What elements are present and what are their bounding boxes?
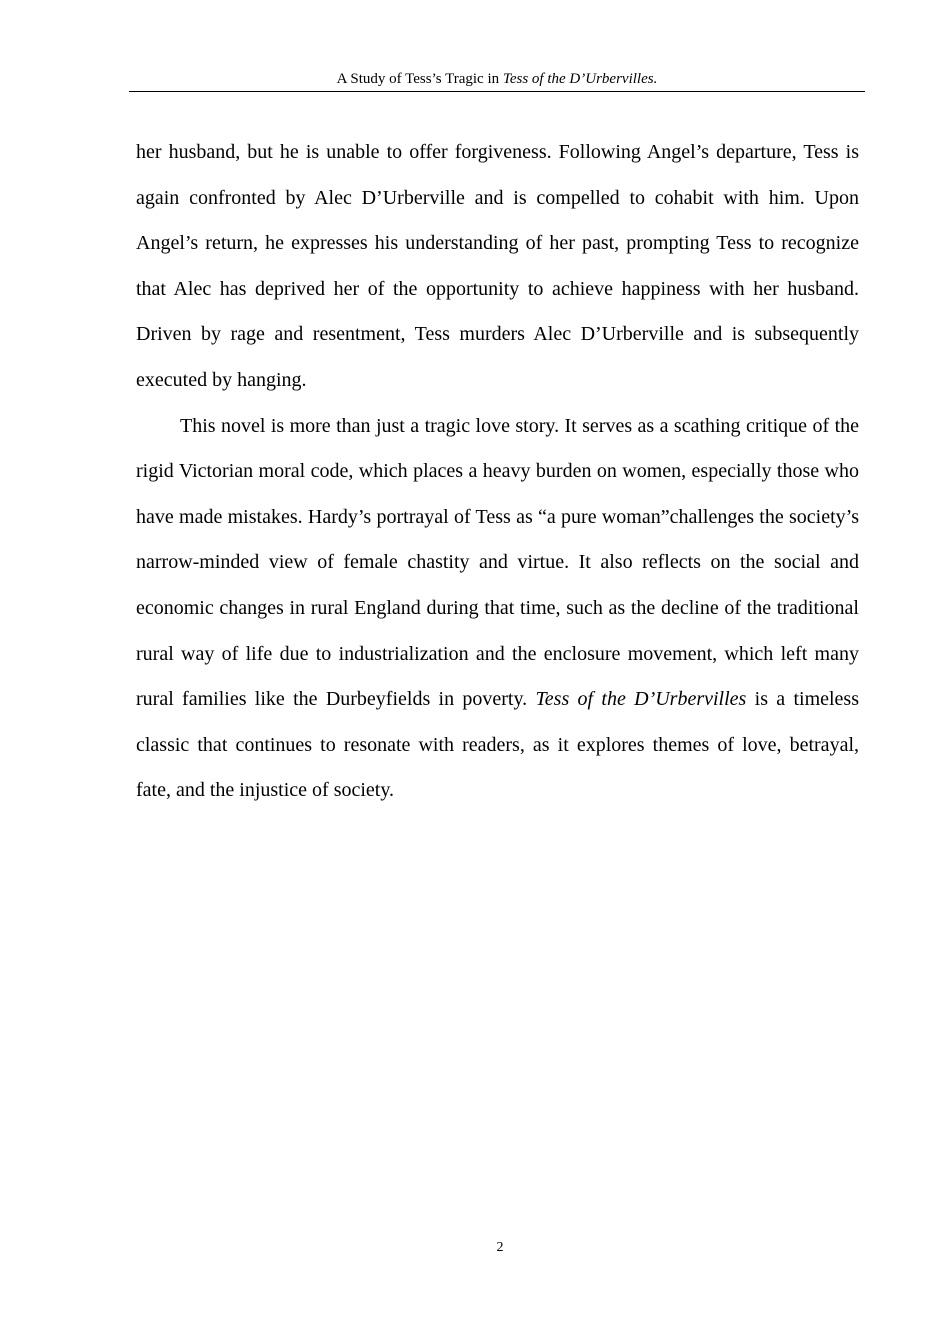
paragraph-1: her husband, but he is unable to offer forgiveness. Following Angel’s departure, Tess is again confronted by Alec D’Urberville and is compelled to cohabit with him. Upon Angel’s return, he expresses his understanding of her past, prompting Tess to recognize that Alec has deprived her of the opportunity to achieve happiness with her husband. Driven by rage and resentment, Tess murders Alec D’Urberville and is subsequently executed by hanging.	[136, 141, 859, 391]
paragraph-2-text-before: This novel is more than just a tragic love story. It serves as a scathing critique of the rigid Victorian moral code, which places a heavy burden on women, especially those who have made mistakes. Hardy’s portrayal of Tess as “a pure woman”challenges the society’s narrow-minded view of female chastity and virtue. It also reflects on the social and economic changes in rural England during that time, such as the decline of the traditional rural way of life due to industrialization and the enclosure movement, which left many rural families like the Durbeyfields in poverty.	[136, 414, 859, 711]
paragraph-2-text-after: is a timeless classic that continues to resonate with readers, as it explores themes of love, betrayal, fate, and the injustice of society.	[136, 688, 860, 802]
paragraph-2-book-title: Tess of the D’Urbervilles	[535, 688, 747, 711]
body-text	[136, 130, 859, 814]
header-title-italic: Tess of the D’Urbervilles.	[502, 71, 658, 87]
header-prefix: A Study of Tess’s Tragic in	[336, 71, 503, 87]
paragraph-2	[136, 404, 859, 814]
running-header	[129, 70, 865, 92]
page-number: 2	[496, 1240, 504, 1255]
